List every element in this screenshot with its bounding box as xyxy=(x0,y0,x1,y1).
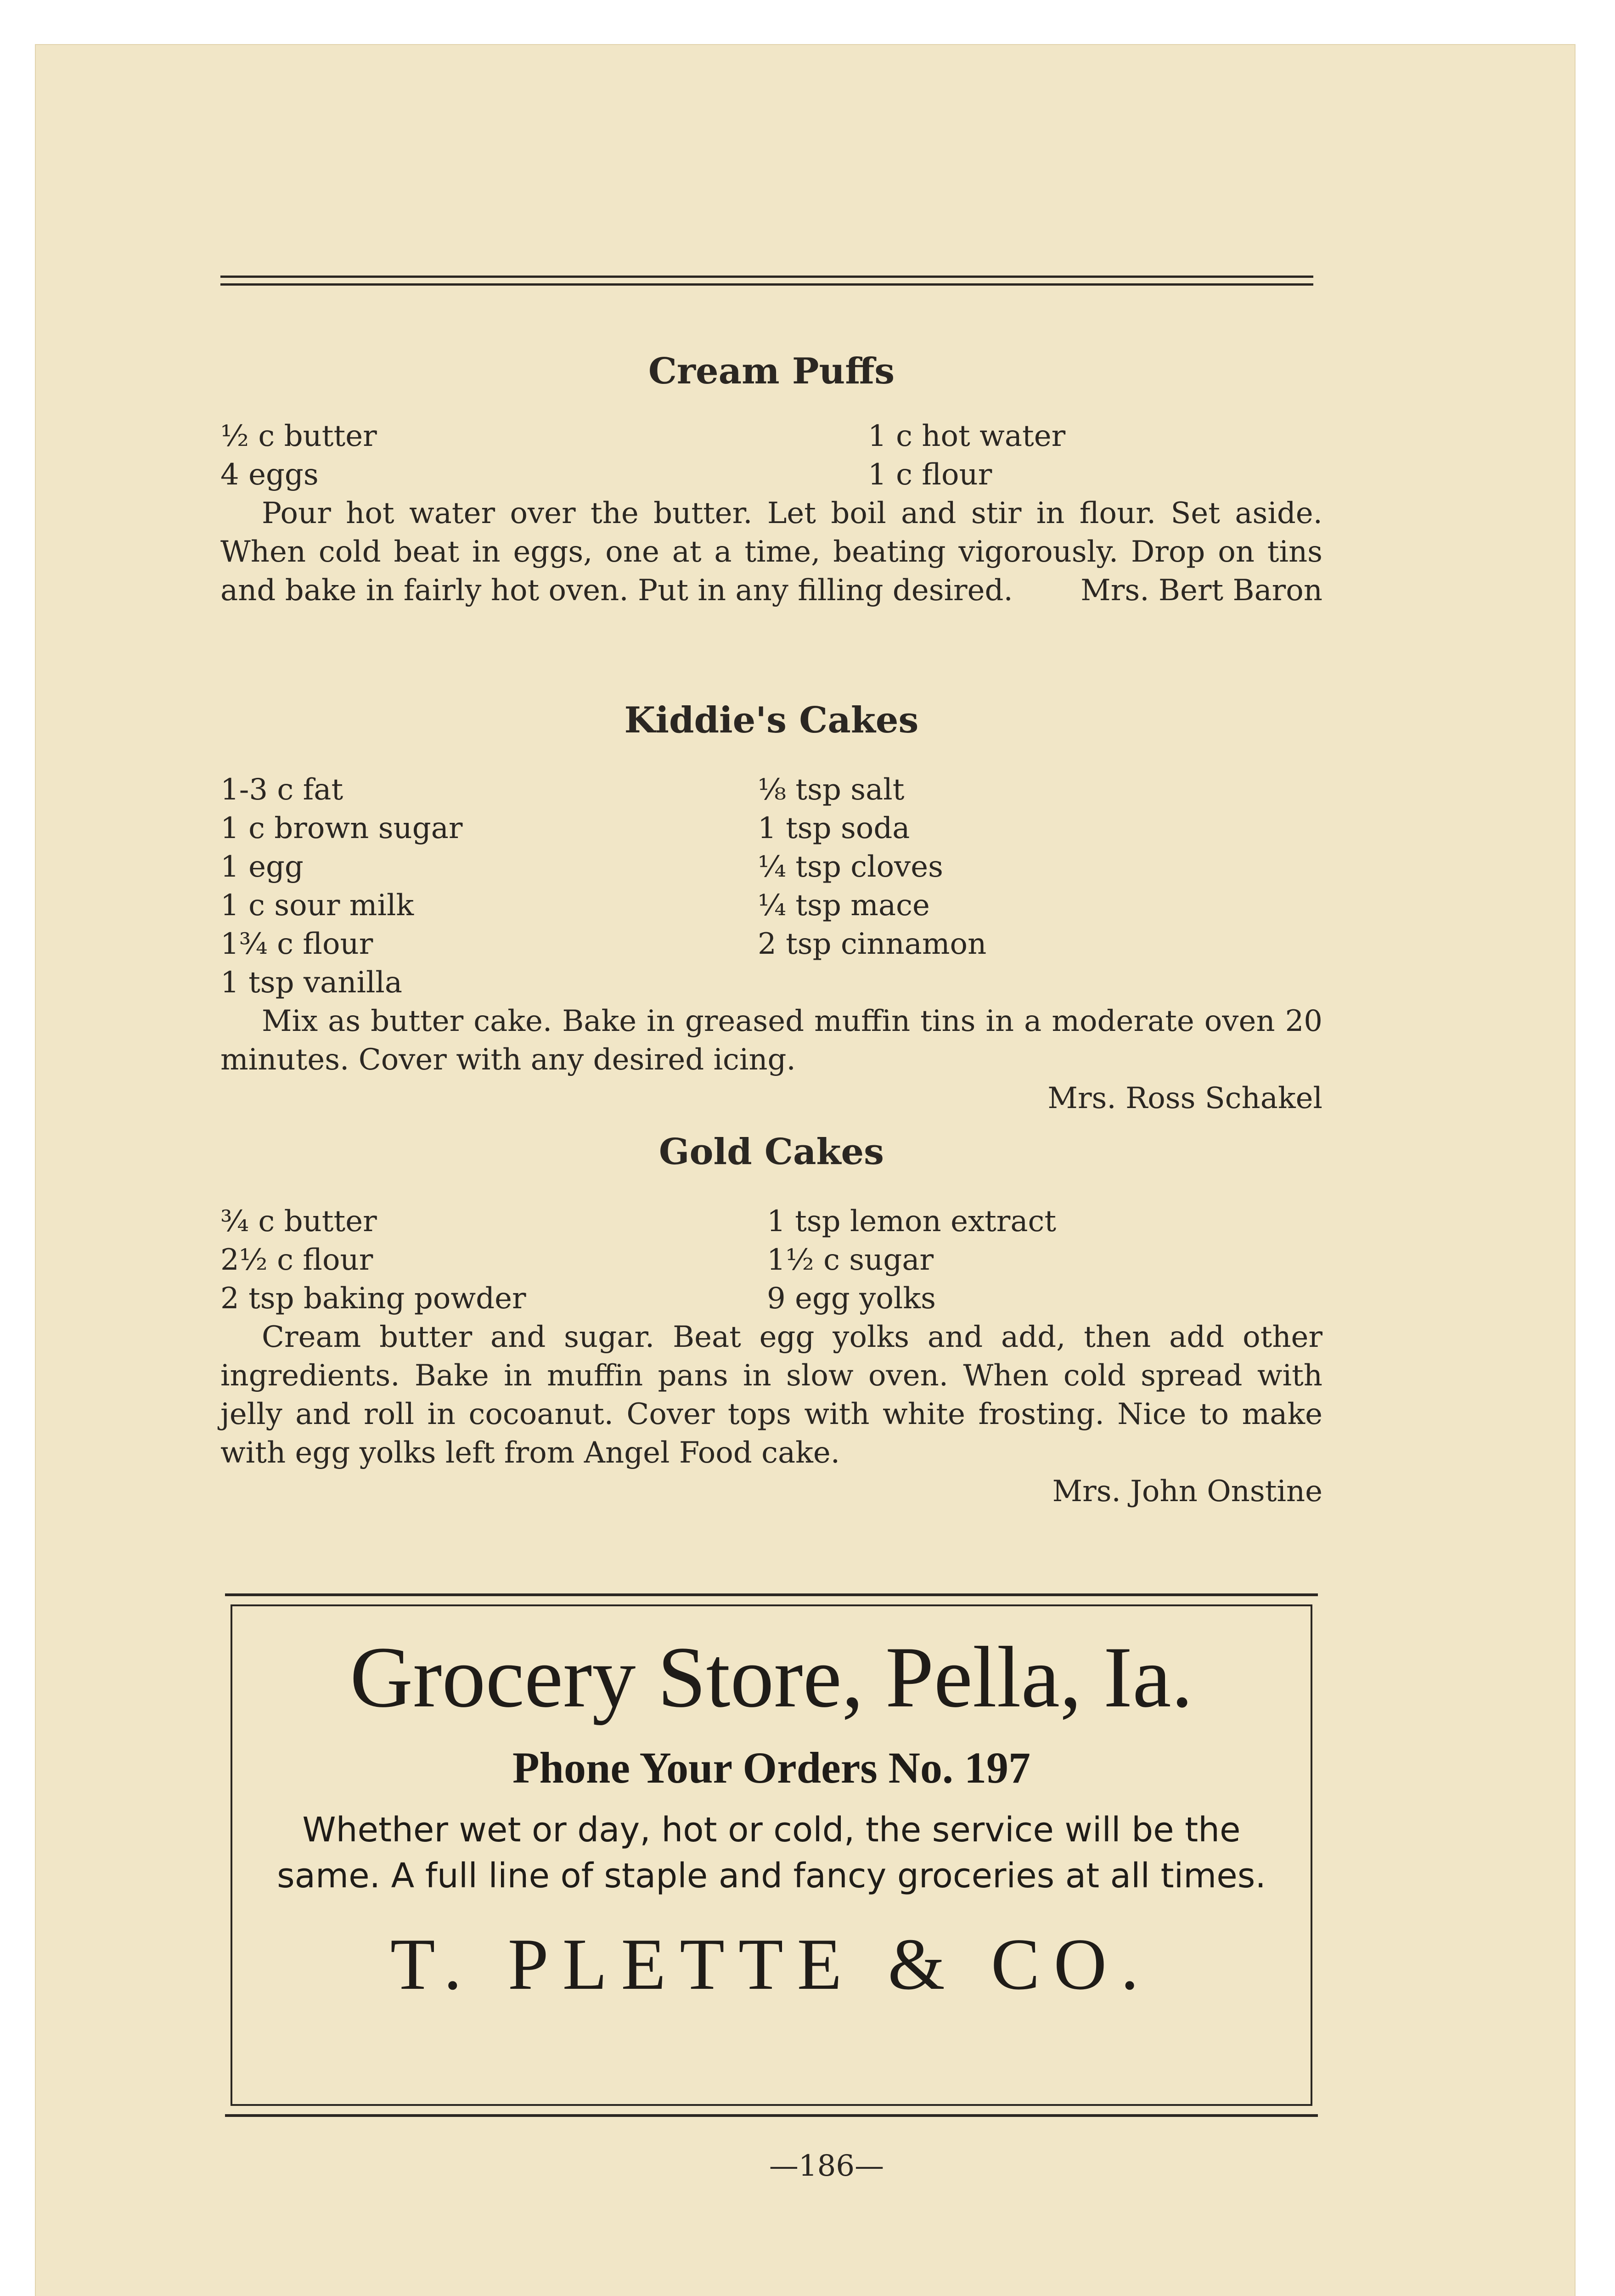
recipe-author: Mrs. Bert Baron xyxy=(1080,574,1322,608)
ingredients-left xyxy=(220,1202,758,1318)
ingredient: ½ c butter xyxy=(220,419,377,453)
grocery-advertisement xyxy=(225,1593,1318,2117)
ingredient: 2 tsp cinnamon xyxy=(758,927,987,961)
ingredient: 1 tsp lemon extract xyxy=(767,1204,1057,1238)
ingredient: 1 c brown sugar xyxy=(220,811,463,845)
ingredient: 1 egg xyxy=(220,850,304,884)
recipe-kiddies-cakes xyxy=(220,699,1322,1118)
ingredient-list xyxy=(220,417,1322,494)
recipe-instructions: Mix as butter cake. Bake in greased muffin tins in a moderate oven 20 minutes. Cover with any desired icing. xyxy=(220,1004,1322,1077)
ingredient: ⅛ tsp salt xyxy=(758,773,905,807)
ingredient: 1-3 c fat xyxy=(220,773,343,807)
recipe-title: Kiddie's Cakes xyxy=(624,699,919,741)
ingredient: 1½ c sugar xyxy=(767,1243,934,1277)
ingredient: ¼ tsp mace xyxy=(758,889,930,923)
ad-body-text: Whether wet or day, hot or cold, the service will be the same. A full line of staple and fancy groceries at all times. xyxy=(277,1810,1266,1896)
ingredient: 1 tsp vanilla xyxy=(220,966,403,1000)
recipe-instructions: Cream butter and sugar. Beat egg yolks and add, then add other ingredients. Bake in muffin pans in slow oven. When cold spread with jelly and roll in cocoanut. Cover tops with white frosting. Nice to make with egg yolks left from Angel Food cake. xyxy=(220,1320,1322,1470)
ingredient-list xyxy=(220,771,1322,1002)
ingredients-left xyxy=(220,417,675,494)
ad-headline: Grocery Store, Pella, Ia. xyxy=(350,1629,1193,1726)
top-double-rule xyxy=(220,276,1313,292)
ingredient-list xyxy=(220,1202,1322,1318)
ingredients-right xyxy=(758,771,1295,1002)
recipe-title: Gold Cakes xyxy=(658,1131,884,1173)
ad-phone-line: Phone Your Orders No. 197 xyxy=(512,1743,1030,1792)
ingredients-right xyxy=(758,1202,1304,1318)
ingredients-right xyxy=(675,417,1322,494)
page-number: —186— xyxy=(769,2149,884,2183)
ingredient: 4 eggs xyxy=(220,458,319,492)
ingredients-left xyxy=(220,771,758,1002)
ingredient: 1 c flour xyxy=(868,458,992,492)
ingredient: 9 egg yolks xyxy=(767,1282,936,1316)
ingredient: 1¾ c flour xyxy=(220,927,373,961)
ingredient: ¾ c butter xyxy=(220,1204,377,1238)
recipe-title: Cream Puffs xyxy=(648,350,895,392)
ad-frame xyxy=(231,1604,1312,2106)
recipe-author: Mrs. John Onstine xyxy=(1052,1474,1322,1508)
ingredient: 1 c hot water xyxy=(868,419,1066,453)
ingredient: 2½ c flour xyxy=(220,1243,373,1277)
ingredient: ¼ tsp cloves xyxy=(758,850,943,884)
ingredient: 1 c sour milk xyxy=(220,889,414,923)
recipe-author: Mrs. Ross Schakel xyxy=(1047,1081,1322,1115)
ingredient: 1 tsp soda xyxy=(758,811,910,845)
ad-signature: T. PLETTE & CO. xyxy=(390,1923,1153,2005)
recipe-gold-cakes xyxy=(220,1131,1322,1511)
ingredient: 2 tsp baking powder xyxy=(220,1282,526,1316)
recipe-cream-puffs xyxy=(220,350,1322,610)
recipe-instructions: Pour hot water over the butter. Let boil and stir in flour. Set aside. When cold beat in eggs, one at a time, beating vigorously. Drop on tins and bake in fairly hot oven. Put in any filling desired. xyxy=(220,496,1322,608)
